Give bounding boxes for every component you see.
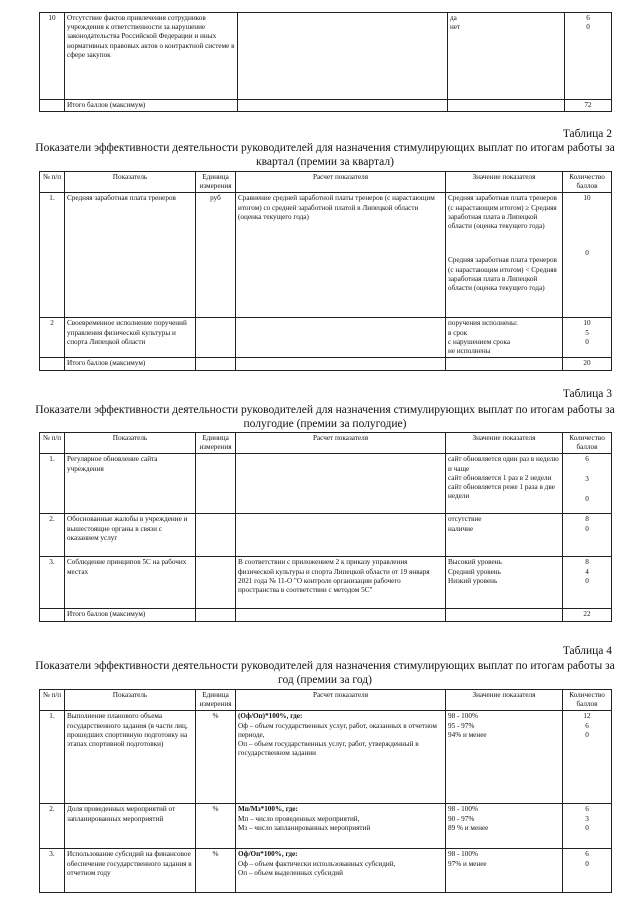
table-row: 3. Соблюдение принципов 5С на рабочих местах В соответствии с приложением 2 к приказу управления физической культуры и спорта Липецкой области от 19 января 2021 года № 11-О "О контроле организации рабочего пространства в соответствии с методом 5С" Высокий уровень Средний уровень Низкий уровень 8 4 0 <box>40 557 612 609</box>
table-4-title: Показатели эффективности деятельности руководителей для назначения стимулирующих выплат по итогам работы за год (премии за год) <box>35 660 615 686</box>
header-score: Количество баллов <box>563 172 612 193</box>
table-row: 2. Доля проведенных мероприятий от запланированных мероприятий % Мп/Мз*100%, где: Мп – число проведенных мероприятий, Мз – число запланированных мероприятий 98 - 100% 90 - 97% 89 % и менее 6 3 0 <box>40 804 612 849</box>
header-unit: Единица измерения <box>196 172 236 193</box>
row-indicator: Отсутствие фактов привлечения сотрудников учреждения к ответственности за нарушение законодательства Российской Федерации и иных нормативных правовых актов о контрактной системе в сфере закупок <box>65 13 238 100</box>
total-row: Итого баллов (максимум) 20 <box>40 358 612 370</box>
table-2-title: Показатели эффективности деятельности руководителей для назначения стимулирующих выплат по итогам работы за квартал (премии за квартал) <box>35 142 615 168</box>
total-score: 72 <box>565 100 612 112</box>
header-value: Значение показателя <box>446 172 563 193</box>
header-calc: Расчет показателя <box>236 172 446 193</box>
table-row: 1. Регулярное обновление сайта учреждения сайт обновляется один раз в неделю и чаще сайт обновляется 1 раз в 2 недели сайт обновляется реже 1 раза в две недели 6 3 0 <box>40 454 612 514</box>
table-4-number: Таблица 4 <box>562 645 612 657</box>
table-row: 3. Использование субсидий на финансовое обеспечение государственного задания в отчетном году % Оф/Оп*100%, где: Оф – объем фактически использованных субсидий, Оп – объем выделенных субсидий 98 - 100% 97% и менее 6 0 <box>40 849 612 893</box>
table-row: 2 Своевременное исполнение поручений управления физической культуры и спорта Липецкой области поручения исполнены: в срок с нарушением срока не исполнены 10 5 0 <box>40 318 612 358</box>
table-row: 1. Средняя заработная плата тренеров руб Сравнение средней заработной платы тренеров (с нарастающим итогом) со средней заработной платой в Липецкой области (оценка текущего года) Средняя заработная плата тренеров (с нарастающим итогом) ≥ Средняя заработная плата в Липецкой области (оценка текущего года) Средняя заработная плата тренеров (с нарастающим итогом) < Средняя заработная плата в Липецкой области (оценка текущего года) 10 0 <box>40 193 612 318</box>
table-4 <box>39 689 612 893</box>
table-row: 2. Обоснованные жалобы в учреждение и вышестоящие органы в связи с оказанием услуг отсутствие наличие 8 0 <box>40 514 612 557</box>
table-3 <box>39 432 612 622</box>
table-row: 1. Выполнение планового объема государственного задания (в части лиц, прошедших спортивную подготовку на этапах спортивной подготовки) % (Оф/Оп)*100%, где: Оф – объем государственных услуг, работ, оказанных в отчетном периоде, Оп – объем государственных услуг, работ, утвержденный в государственном задании 98 - 100% 95 - 97% 94% и менее 12 6 0 <box>40 711 612 804</box>
row-values: да нет <box>448 13 565 100</box>
total-row: Итого баллов (максимум) 22 <box>40 609 612 621</box>
table-2-number: Таблица 2 <box>562 128 612 140</box>
row-num: 10 <box>40 13 65 100</box>
table-1-continuation <box>39 12 612 112</box>
row-calc <box>238 13 448 100</box>
table-header-row: № п/п Показатель Единица измерения Расчет показателя Значение показателя Количество баллов <box>40 433 612 454</box>
table-header-row <box>40 172 612 193</box>
table-row <box>40 13 612 100</box>
total-label: Итого баллов (максимум) <box>65 100 238 112</box>
table-2 <box>39 171 612 371</box>
table-3-title: Показатели эффективности деятельности руководителей для назначения стимулирующих выплат по итогам работы за полугодие (премии за полугодие) <box>35 404 615 430</box>
table-header-row: № п/п Показатель Единица измерения Расчет показателя Значение показателя Количество баллов <box>40 690 612 711</box>
header-indicator: Показатель <box>65 172 196 193</box>
table-3-number: Таблица 3 <box>562 388 612 400</box>
header-num: № п/п <box>40 172 65 193</box>
total-row <box>40 100 612 112</box>
row-scores: 6 0 <box>565 13 612 100</box>
